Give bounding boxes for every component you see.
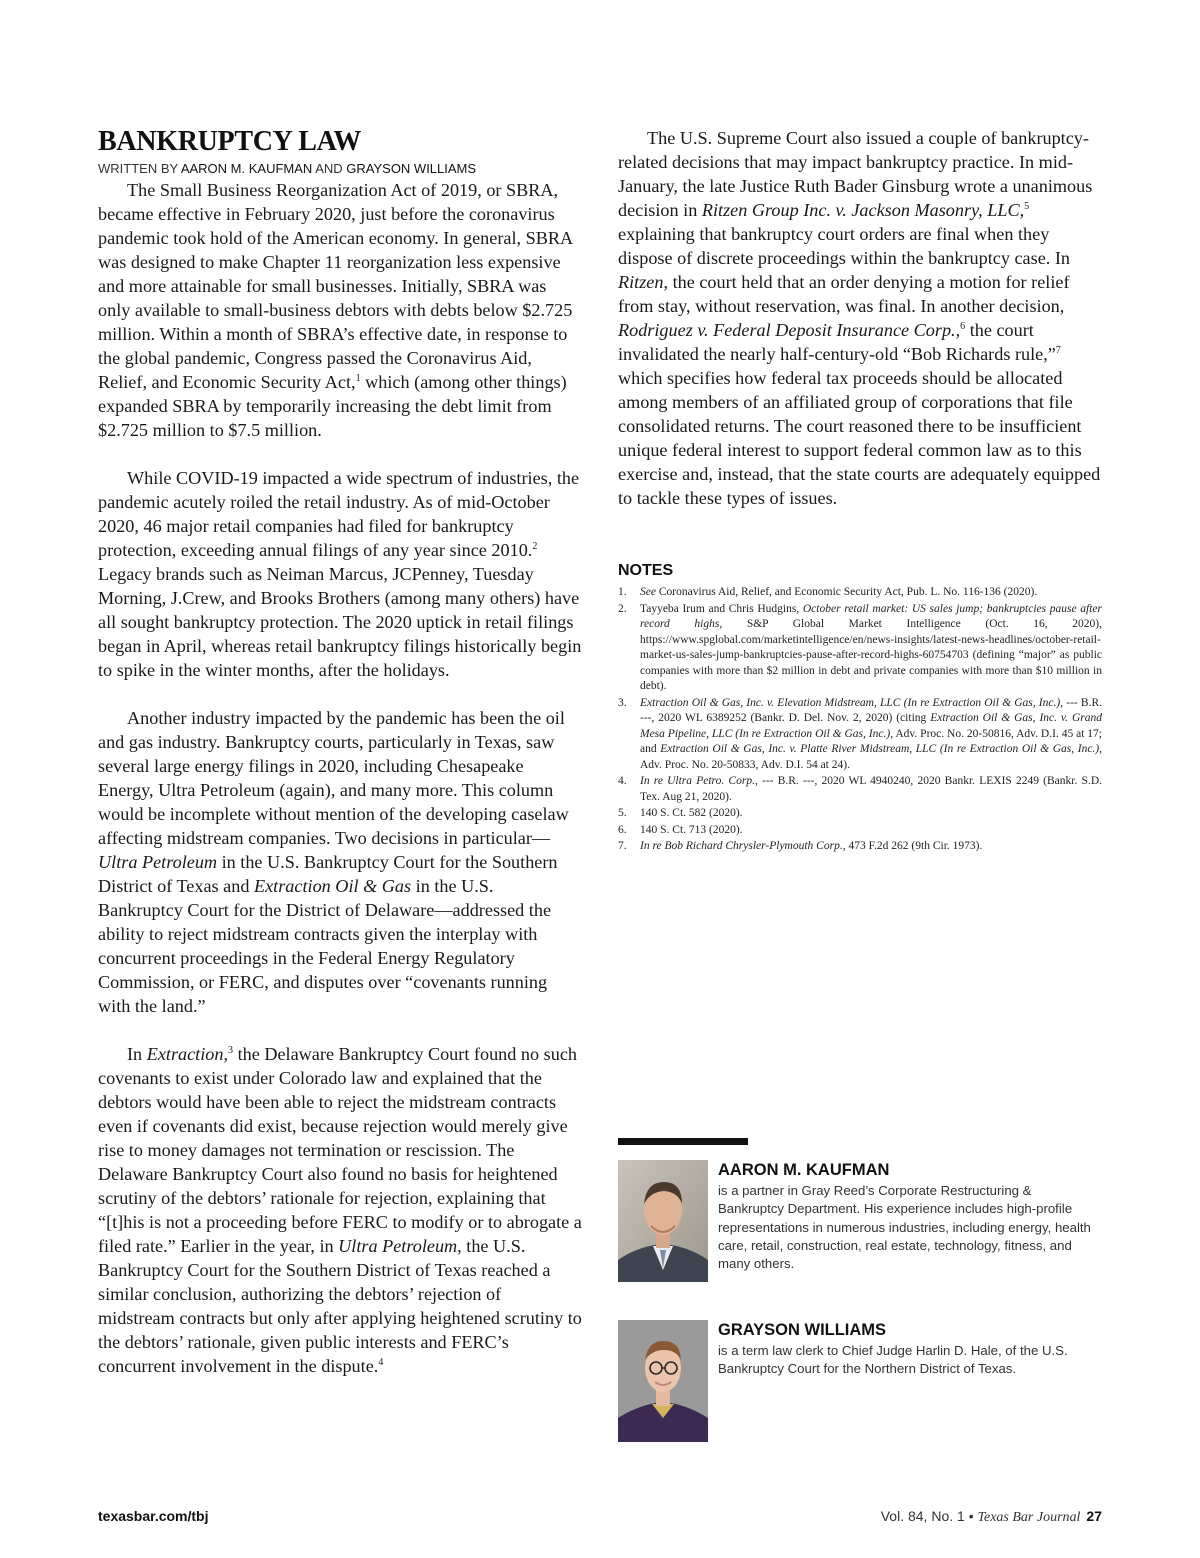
footnote-ref-5[interactable]: 5 bbox=[1024, 200, 1030, 212]
byline-and: AND bbox=[312, 161, 347, 176]
bio-description: is a term law clerk to Chief Judge Harlin D. Hale, of the U.S. Bankruptcy Court for the Northern District of Texas. bbox=[718, 1343, 1068, 1377]
paragraph-text: Another industry impacted by the pandemic has been the oil and gas industry. Bankruptcy courts, particularly in Texas, saw several large energy filings in 2020, including Chesapeake Energy, Ultra Petroleum (again), and many more. This column would be incomplete without mention of the developing caselaw affecting midstream companies. Two decisions in particular— bbox=[98, 708, 569, 848]
footnote-ref-3[interactable]: 3 bbox=[228, 1044, 234, 1056]
footer-volume: Vol. 84, No. 1 bbox=[880, 1508, 965, 1524]
paragraph-text: in the U.S. Bankruptcy Court for the District of Delaware—addressed the ability to reject midstream contracts given the interplay with concurrent proceedings in the Federal Energy Regulatory Commission, or FERC, and disputes over “covenants running with the land.” bbox=[98, 876, 552, 1016]
paragraph-text: the court invalidated the nearly half-century-old “Bob Richards rule,” bbox=[618, 320, 1056, 364]
right-column bbox=[618, 126, 1102, 510]
note-italic: Extraction Oil & Gas, Inc. v. Platte River Midstream, LLC (In re Extraction Oil & Gas, Inc.), bbox=[660, 743, 1103, 755]
paragraph-text: Legacy brands such as Neiman Marcus, JCPenney, Tuesday Morning, J.Crew, and Brooks Brothers (among many others) have all sought bankruptcy protection. The 2020 uptick in retail filings began in April, whereas retail bankruptcy filings historically begin to spike in the winter months, after the holidays. bbox=[98, 564, 582, 680]
byline bbox=[98, 160, 582, 178]
footnote-ref-2[interactable]: 2 bbox=[532, 540, 538, 552]
footnote-ref-1[interactable]: 1 bbox=[355, 372, 361, 384]
paragraph-4 bbox=[98, 1042, 582, 1378]
paragraph-text: In bbox=[127, 1044, 147, 1064]
note-number: 3. bbox=[618, 696, 627, 709]
note-italic: October retail market: US sales jump; bankruptcies pause after record highs, bbox=[640, 602, 1103, 630]
case-name-italic: Ultra Petroleum bbox=[98, 852, 218, 872]
left-column bbox=[98, 126, 582, 1378]
note-item-3 bbox=[618, 696, 1102, 774]
note-number: 6. bbox=[618, 823, 627, 836]
paragraph-1 bbox=[98, 178, 582, 442]
paragraph-text: which specifies how federal tax proceeds should be allocated among members of an affiliated group of corporations that file consolidated returns. The court reasoned there to be insufficient unique federal interest to support federal common law as to this exercise and, instead, that the state courts are adequately equipped to tackle these types of issues. bbox=[618, 368, 1101, 508]
case-name-italic: Ritzen bbox=[618, 272, 664, 292]
bio-text bbox=[718, 1320, 1098, 1379]
byline-author-2: GRAYSON WILLIAMS bbox=[346, 161, 477, 176]
note-text: 473 F.2d 262 (9th Cir. 1973). bbox=[845, 840, 983, 852]
note-text: Adv. Proc. No. 20-50816, Adv. D.I. 45 at 17; and bbox=[640, 727, 1102, 755]
notes-heading: NOTES bbox=[618, 562, 674, 579]
byline-prefix: WRITTEN BY bbox=[98, 161, 181, 176]
note-italic: In re Ultra Petro. Corp., bbox=[640, 775, 758, 787]
note-text: 140 S. Ct. 582 (2020). bbox=[640, 807, 743, 819]
note-number: 1. bbox=[618, 586, 627, 598]
note-text: 140 S. Ct. 713 (2020). bbox=[640, 823, 743, 836]
note-italic: Extraction Oil & Gas, Inc. v. Grand Mesa Pipeline, LLC (In re Extraction Oil & Gas, Inc.), bbox=[640, 712, 1102, 740]
byline-author-1: AARON M. KAUFMAN bbox=[180, 161, 313, 176]
article-title: BANKRUPTCY LAW bbox=[98, 126, 362, 157]
case-name-italic: Extraction, bbox=[146, 1044, 229, 1064]
note-number: 7. bbox=[618, 840, 627, 852]
notes-list bbox=[618, 585, 1102, 856]
paragraph-text: the Delaware Bankruptcy Court found no such covenants to exist under Colorado law and explained that the debtors would have been able to reject the midstream contracts even if covenants did exist, because rejection would merely give rise to money damages not termination or rescission. The Delaware Bankruptcy Court also found no basis for heightened scrutiny of the debtors’ rationale for rejection, explaining that “[t]his is not a proceeding before FERC to modify or to abrogate a filed rate.” Earlier in the year, in bbox=[98, 1044, 582, 1256]
bio-description: is a partner in Gray Reed’s Corporate Restructuring & Bankruptcy Department. His experience includes high-profile representations in numerous industries, including energy, health care, retail, construction, real estate, technology, fitness, and many others. bbox=[718, 1183, 1091, 1272]
paragraph-text: which (among other things) expanded SBRA by temporarily increasing the debt limit from $2.725 million to $7.5 million. bbox=[98, 372, 567, 440]
note-text: Tayyeba Irum and Chris Hudgins, bbox=[640, 602, 803, 615]
case-name-italic: Ritzen Group Inc. v. Jackson Masonry, LLC, bbox=[701, 200, 1025, 220]
footer-issue-info bbox=[881, 1508, 1102, 1526]
footnote-ref-4[interactable]: 4 bbox=[378, 1356, 384, 1368]
note-text: --- B.R. ---, 2020 WL 4940240, 2020 Bankr. LEXIS 2249 (Bankr. S.D. Tex. Aug 21, 2020). bbox=[640, 775, 1102, 803]
case-name-italic: Rodriguez v. Federal Deposit Insurance Corp., bbox=[618, 320, 961, 340]
note-text: Coronavirus Aid, Relief, and Economic Security Act, Pub. L. No. 116-136 (2020). bbox=[655, 586, 1038, 598]
note-item-2 bbox=[618, 602, 1102, 695]
case-name-italic: Extraction Oil & Gas bbox=[253, 876, 412, 896]
footnote-ref-7[interactable]: 7 bbox=[1055, 344, 1061, 356]
page-number: 27 bbox=[1086, 1508, 1102, 1524]
paragraph-text: , the court held that an order denying a motion for relief from stay, without reservation, was final. In another decision, bbox=[618, 272, 1070, 316]
footer-site-link[interactable]: texasbar.com/tbj bbox=[98, 1508, 209, 1524]
author-photo-kaufman bbox=[618, 1160, 708, 1282]
footer-journal: Texas Bar Journal bbox=[977, 1510, 1081, 1525]
bio-divider bbox=[618, 1138, 748, 1145]
paragraph-text: explaining that bankruptcy court orders are final when they dispose of discrete proceedings within the bankruptcy case. In bbox=[618, 224, 1071, 268]
note-item-5 bbox=[618, 806, 1102, 822]
bio-name: AARON M. KAUFMAN bbox=[718, 1161, 890, 1179]
paragraph-3 bbox=[98, 706, 582, 1018]
note-number: 2. bbox=[618, 602, 627, 615]
paragraph-text: While COVID-19 impacted a wide spectrum of industries, the pandemic acutely roiled the retail industry. As of mid-October 2020, 46 major retail companies had filed for bankruptcy protection, exceeding annual filings of any year since 2010. bbox=[98, 468, 580, 560]
footnote-ref-6[interactable]: 6 bbox=[960, 320, 966, 332]
paragraph-text: the U.S. Bankruptcy Court for the Southern District of Texas reached a similar conclusion, authorizing the debtors’ rejection of midstream contracts but only after applying heightened scrutiny to the debtors’ rationale, given public interests and FERC’s concurrent involvement in the dispute. bbox=[98, 1236, 582, 1376]
case-name-italic: Ultra Petroleum, bbox=[338, 1236, 462, 1256]
bio-name: GRAYSON WILLIAMS bbox=[718, 1321, 887, 1339]
note-italic: Extraction Oil & Gas, Inc. v. Elevation Midstream, LLC (In re Extraction Oil & Gas, Inc.), bbox=[640, 696, 1064, 709]
note-italic: See bbox=[640, 586, 656, 598]
author-photo-williams bbox=[618, 1320, 708, 1442]
footer-separator: • bbox=[968, 1508, 974, 1524]
note-text: S&P Global Market Intelligence (Oct. 16, 2020), https://www.spglobal.com/marketintelligence/en/news-insights/latest-news-headlines/october-retail-market-us-sales-jump-bankruptcies-pause-after-record-highs-60754703 (defining “major” as public companies with more than $2 million in debt and private companies with more than $10 million in debt). bbox=[640, 618, 1102, 692]
note-number: 4. bbox=[618, 775, 627, 787]
note-item-6 bbox=[618, 823, 1102, 839]
note-text: --- B.R. ---, 2020 WL 6389252 (Bankr. D. Del. Nov. 2, 2020) (citing bbox=[640, 696, 1102, 724]
paragraph-text: in the U.S. Bankruptcy Court for the Southern District of Texas and bbox=[98, 852, 558, 896]
note-item-4 bbox=[618, 774, 1102, 805]
note-italic: In re Bob Richard Chrysler-Plymouth Corp., bbox=[640, 840, 846, 852]
note-item-7 bbox=[618, 839, 1102, 855]
paragraph-5 bbox=[618, 126, 1102, 510]
paragraph-text: The U.S. Supreme Court also issued a couple of bankruptcy-related decisions that may impact bankruptcy practice. In mid-January, the late Justice Ruth Bader Ginsburg wrote a unanimous decision in bbox=[618, 128, 1093, 220]
paragraph-2 bbox=[98, 466, 582, 682]
bio-text bbox=[718, 1160, 1098, 1273]
note-text: Adv. Proc. No. 20-50833, Adv. D.I. 54 at 24). bbox=[640, 758, 850, 771]
note-number: 5. bbox=[618, 807, 627, 819]
note-item-1 bbox=[618, 585, 1102, 601]
paragraph-text: The Small Business Reorganization Act of 2019, or SBRA, became effective in February 2020, just before the coronavirus pandemic took hold of the American economy. In general, SBRA was designed to make Chapter 11 reorganization less expensive and more attainable for small businesses. Initially, SBRA was only available to small-business debtors with debts below $2.725 million. Within a month of SBRA’s effective date, in response to the global pandemic, Congress passed the Coronavirus Aid, Relief, and Economic Security Act, bbox=[98, 180, 573, 392]
